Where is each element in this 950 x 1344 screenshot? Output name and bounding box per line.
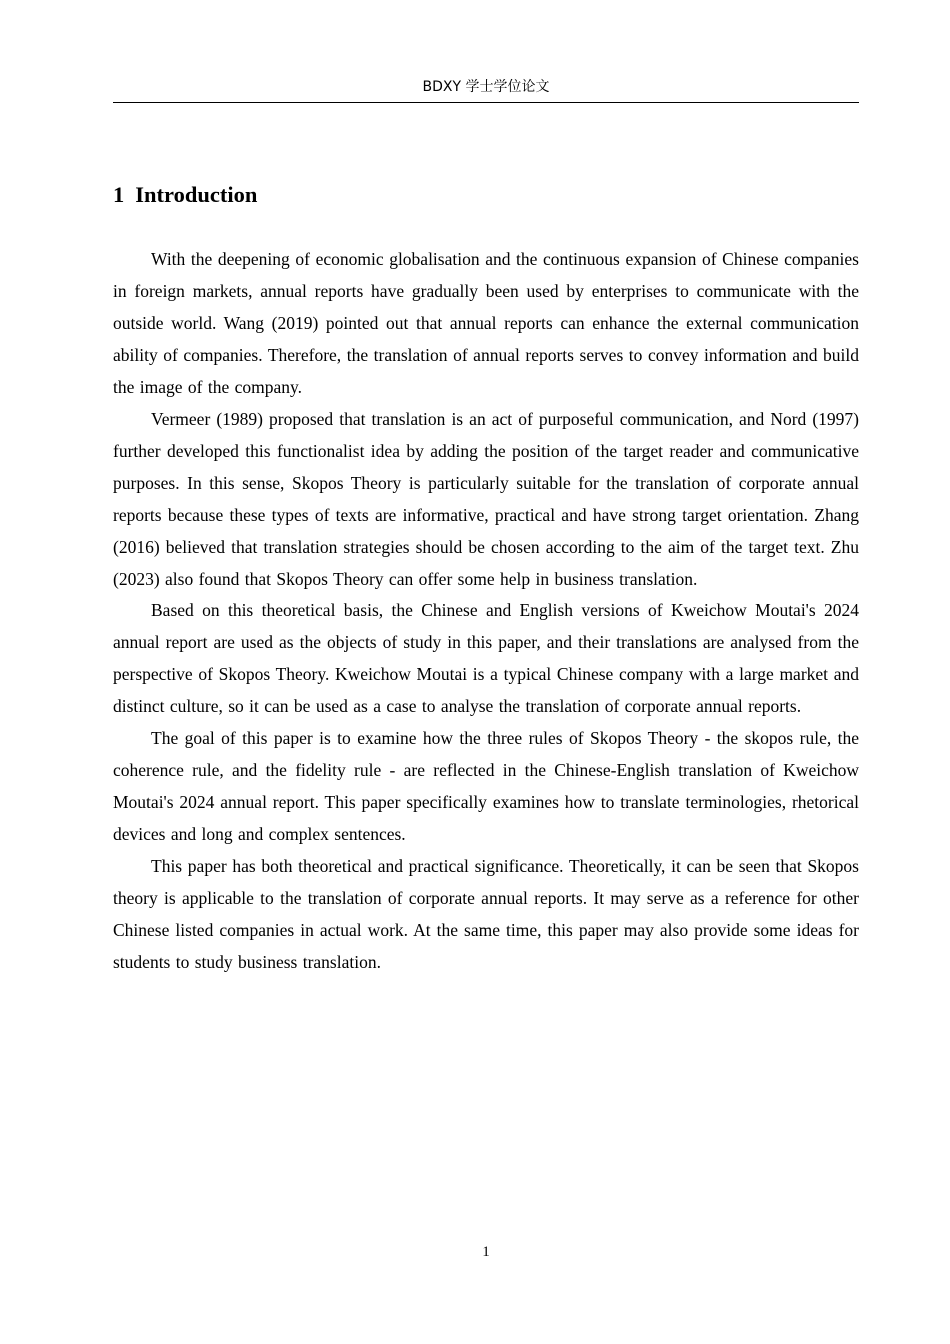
body-text	[113, 244, 859, 979]
section-number: 1	[113, 182, 125, 207]
section-heading	[113, 180, 257, 210]
header-text: BDXY 学士学位论文	[422, 79, 550, 95]
paragraph-1: With the deepening of economic globalisation and the continuous expansion of Chinese companies in foreign markets, annual reports have gradually been used by enterprises to communicate with the outside world. Wang (2019) pointed out that annual reports can enhance the external communication ability of companies. Therefore, the translation of annual reports serves to convey information and build the image of the company.	[113, 249, 859, 397]
paragraph-3: Based on this theoretical basis, the Chinese and English versions of Kweichow Moutai's 2024 annual report are used as the objects of study in this paper, and their translations are analysed from the perspective of Skopos Theory. Kweichow Moutai is a typical Chinese company with a large market and distinct culture, so it can be used as a case to analyse the translation of corporate annual reports.	[113, 600, 859, 717]
page-number: 1	[482, 1244, 490, 1260]
section-title: Introduction	[135, 182, 258, 207]
page-header	[113, 76, 859, 103]
paragraph-2: Vermeer (1989) proposed that translation is an act of purposeful communication, and Nord (1997) further developed this functionalist idea by adding the position of the target reader and communicative purposes. In this sense, Skopos Theory is particularly suitable for the translation of corporate annual reports because these types of texts are informative, practical and have strong target orientation. Zhang (2016) believed that translation strategies should be chosen according to the aim of the target text. Zhu (2023) also found that Skopos Theory can offer some help in business translation.	[113, 408, 859, 589]
paragraph-4: The goal of this paper is to examine how the three rules of Skopos Theory - the skopos rule, the coherence rule, and the fidelity rule - are reflected in the Chinese-English translation of Kweichow Moutai's 2024 annual report. This paper specifically examines how to translate terminologies, rhetorical devices and long and complex sentences.	[113, 728, 859, 845]
paragraph-5: This paper has both theoretical and practical significance. Theoretically, it can be seen that Skopos theory is applicable to the translation of corporate annual reports. It may serve as a reference for other Chinese listed companies in actual work. At the same time, this paper may also provide some ideas for students to study business translation.	[113, 856, 859, 972]
